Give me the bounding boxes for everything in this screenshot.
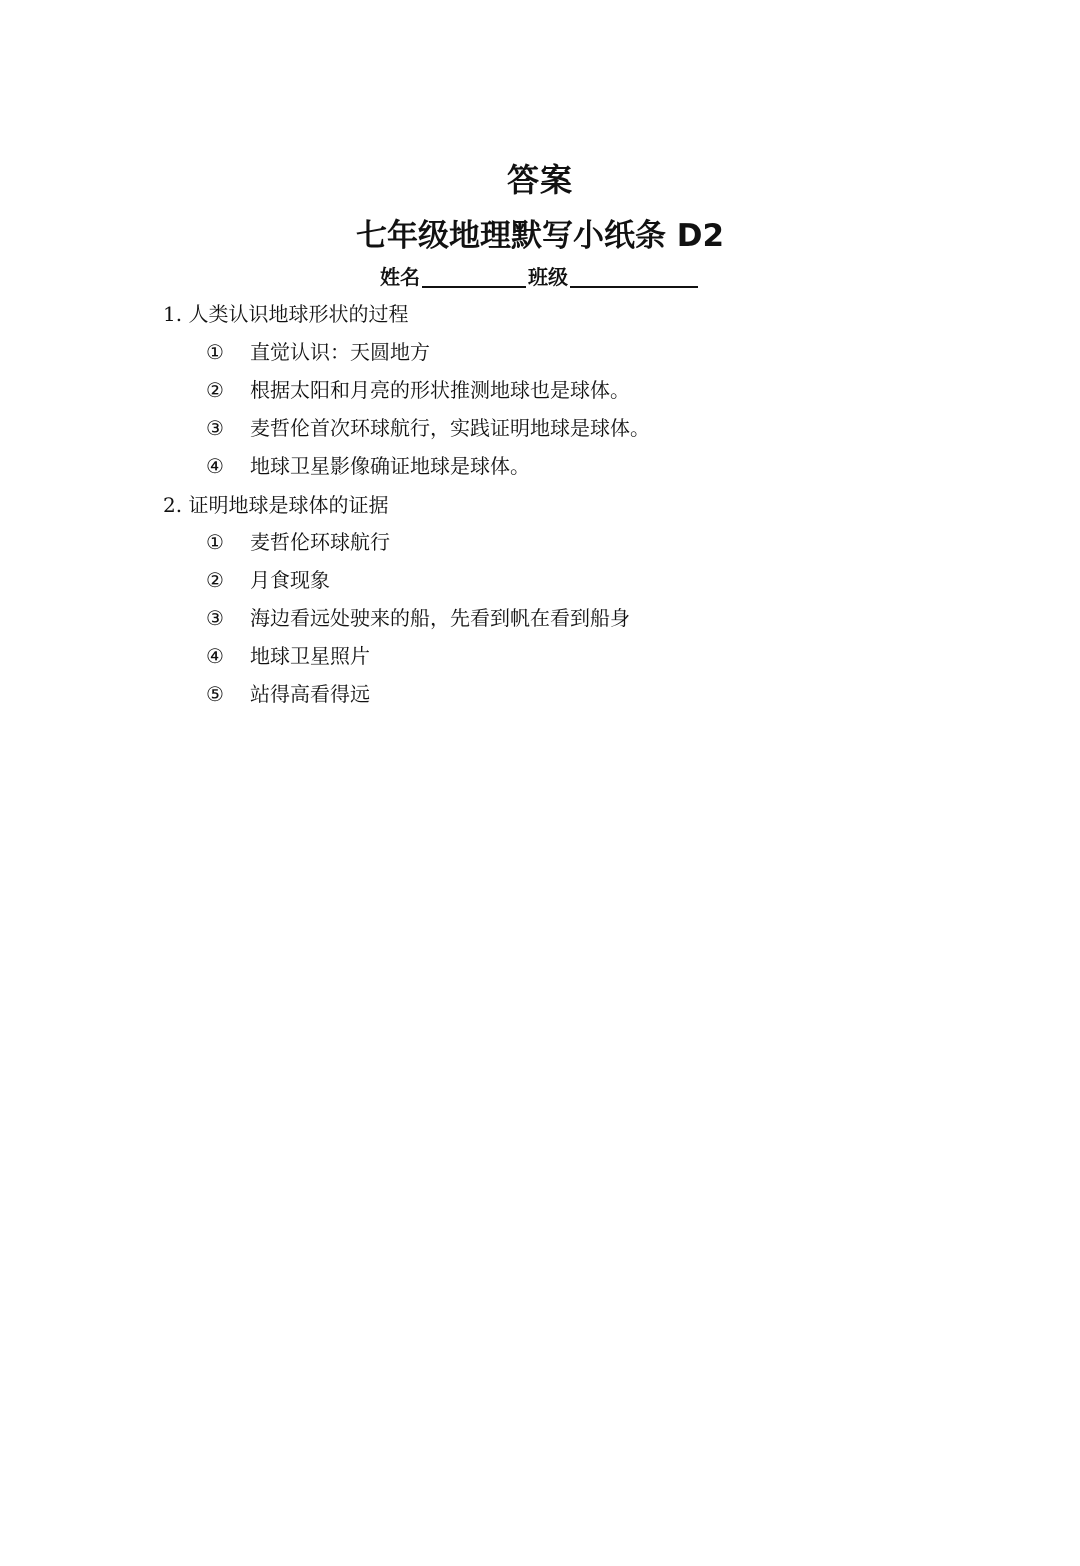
item-number: ③: [206, 416, 224, 440]
item-number: ④: [206, 454, 224, 478]
section-2-heading: 2. 证明地球是球体的证据: [163, 493, 389, 517]
list-item: [206, 376, 630, 404]
class-label: 班级: [528, 265, 568, 289]
name-label: 姓名: [380, 265, 420, 289]
item-number: ④: [206, 644, 224, 668]
item-number: ⑤: [206, 682, 224, 706]
list-item: [206, 604, 630, 632]
item-number: ③: [206, 606, 224, 630]
page-subtitle: 七年级地理默写小纸条 D2: [355, 218, 725, 254]
item-number: ②: [206, 568, 224, 592]
list-item: [206, 452, 530, 480]
class-blank: [570, 264, 698, 288]
list-item: [206, 414, 650, 442]
list-item: [206, 642, 370, 670]
item-number: ①: [206, 530, 224, 554]
page-title: 答案: [506, 161, 573, 199]
list-item: [206, 680, 370, 708]
list-item: [206, 528, 390, 556]
item-text: 麦哲伦首次环球航行，实践证明地球是球体。: [250, 416, 650, 440]
item-text: 麦哲伦环球航行: [250, 530, 390, 554]
item-text: 地球卫星照片: [250, 644, 370, 668]
item-text: 月食现象: [250, 568, 330, 592]
section-1-heading: 1. 人类认识地球形状的过程: [163, 302, 409, 326]
list-item: [206, 338, 430, 366]
item-text: 站得高看得远: [250, 682, 370, 706]
name-blank: [422, 264, 526, 288]
item-text: 地球卫星影像确证地球是球体。: [250, 454, 530, 478]
item-text: 直觉认识：天圆地方: [250, 340, 430, 364]
item-number: ②: [206, 378, 224, 402]
item-text: 海边看远处驶来的船，先看到帆在看到船身: [250, 606, 630, 630]
list-item: [206, 566, 330, 594]
item-number: ①: [206, 340, 224, 364]
item-text: 根据太阳和月亮的形状推测地球也是球体。: [250, 378, 630, 402]
name-class-line: [0, 262, 1080, 292]
